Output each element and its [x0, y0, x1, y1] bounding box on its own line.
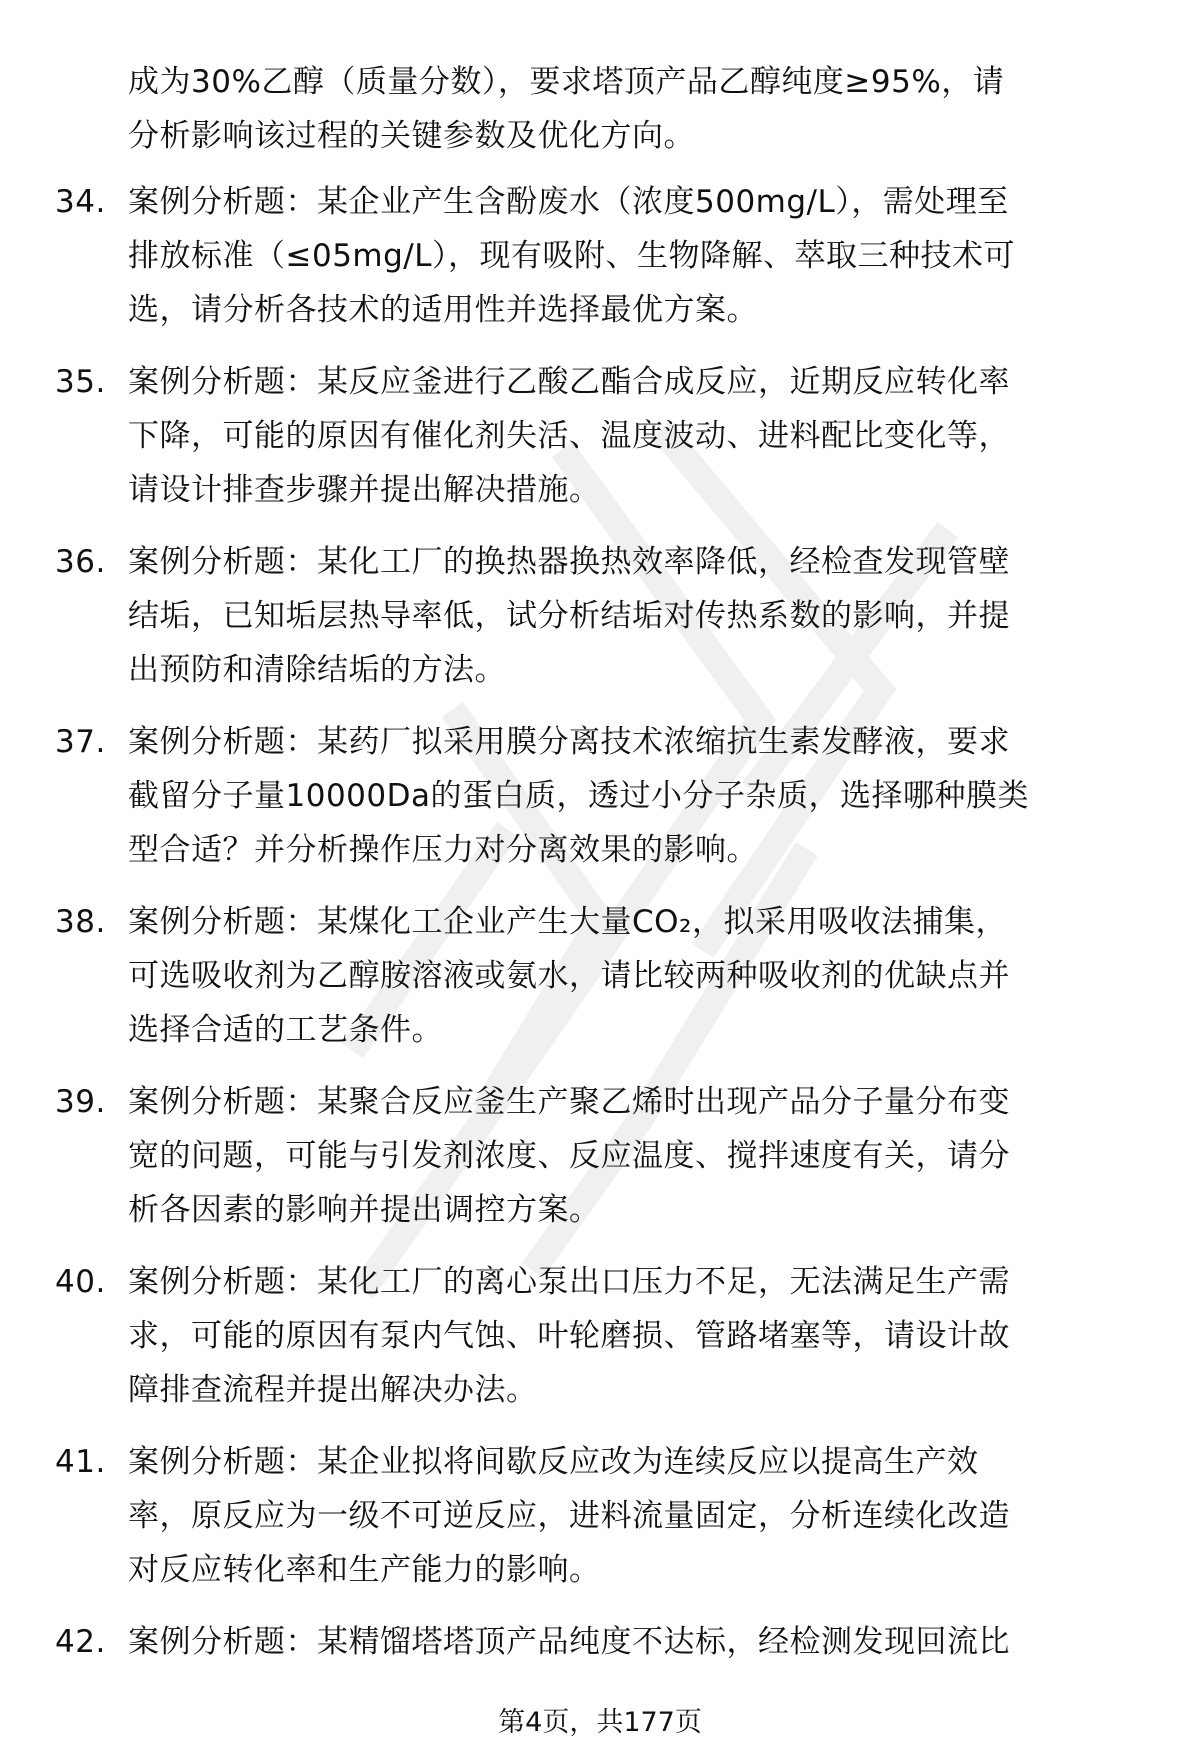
question-text — [128, 175, 1148, 337]
question-text — [128, 1615, 1148, 1669]
text-line: 案例分析题：某反应釜进行乙酸乙酯合成反应，近期反应转化率 — [128, 364, 1010, 400]
text-line: 案例分析题：某精馏塔塔顶产品纯度不达标，经检测发现回流比 — [128, 1624, 1010, 1660]
text-line: 案例分析题：某聚合反应釜生产聚乙烯时出现产品分子量分布变 — [128, 1084, 1010, 1120]
text-line: 宽的问题，可能与引发剂浓度、反应温度、搅拌速度有关，请分 — [128, 1138, 1010, 1174]
question-number: 42. — [55, 1624, 106, 1660]
question-number: 38. — [55, 904, 106, 940]
question-text — [128, 1075, 1148, 1237]
text-line: 案例分析题：某煤化工企业产生大量CO₂，拟采用吸收法捕集， — [128, 904, 1007, 940]
question-number: 40. — [55, 1264, 106, 1300]
question-number: 37. — [55, 724, 106, 760]
question-number: 34. — [55, 184, 106, 220]
text-line: 型合适？并分析操作压力对分离效果的影响。 — [128, 832, 758, 868]
question-number: 41. — [55, 1444, 106, 1480]
text-line: 求，可能的原因有泵内气蚀、叶轮磨损、管路堵塞等，请设计故 — [128, 1318, 1010, 1354]
question-text — [128, 535, 1148, 697]
question-text — [128, 1435, 1148, 1597]
text-line: 案例分析题：某企业产生含酚废水（浓度500mg/L），需处理至 — [128, 184, 1009, 220]
text-line: 案例分析题：某化工厂的换热器换热效率降低，经检查发现管壁 — [128, 544, 1010, 580]
text-line: 成为30%乙醇（质量分数），要求塔顶产品乙醇纯度≥95%，请 — [128, 64, 1005, 100]
text-line: 请设计排查步骤并提出解决措施。 — [128, 472, 601, 508]
question-number: 35. — [55, 364, 106, 400]
text-line: 排放标准（≤05mg/L），现有吸附、生物降解、萃取三种技术可 — [128, 238, 1016, 274]
question-text — [128, 1255, 1148, 1417]
question-number: 39. — [55, 1084, 106, 1120]
text-line: 率，原反应为一级不可逆反应，进料流量固定，分析连续化改造 — [128, 1498, 1010, 1534]
question-33-continuation — [128, 55, 1148, 163]
text-line: 选，请分析各技术的适用性并选择最优方案。 — [128, 292, 758, 328]
text-line: 析各因素的影响并提出调控方案。 — [128, 1192, 601, 1228]
text-line: 结垢，已知垢层热导率低，试分析结垢对传热系数的影响，并提 — [128, 598, 1010, 634]
text-line: 分析影响该过程的关键参数及优化方向。 — [128, 118, 695, 154]
text-line: 对反应转化率和生产能力的影响。 — [128, 1552, 601, 1588]
text-line: 案例分析题：某企业拟将间歇反应改为连续反应以提高生产效 — [128, 1444, 979, 1480]
question-text — [128, 355, 1148, 517]
question-number: 36. — [55, 544, 106, 580]
text-line: 案例分析题：某药厂拟采用膜分离技术浓缩抗生素发酵液，要求 — [128, 724, 1010, 760]
question-text — [128, 895, 1148, 1057]
text-line: 出预防和清除结垢的方法。 — [128, 652, 506, 688]
text-line: 选择合适的工艺条件。 — [128, 1012, 443, 1048]
page-indicator: 第4页，共177页 — [498, 1707, 702, 1738]
text-line: 案例分析题：某化工厂的离心泵出口压力不足，无法满足生产需 — [128, 1264, 1010, 1300]
question-text — [128, 715, 1148, 877]
text-line: 障排查流程并提出解决办法。 — [128, 1372, 538, 1408]
text-line: 可选吸收剂为乙醇胺溶液或氨水，请比较两种吸收剂的优缺点并 — [128, 958, 1010, 994]
text-line: 下降，可能的原因有催化剂失活、温度波动、进料配比变化等， — [128, 418, 1010, 454]
text-line: 截留分子量10000Da的蛋白质，透过小分子杂质，选择哪种膜类 — [128, 778, 1029, 814]
